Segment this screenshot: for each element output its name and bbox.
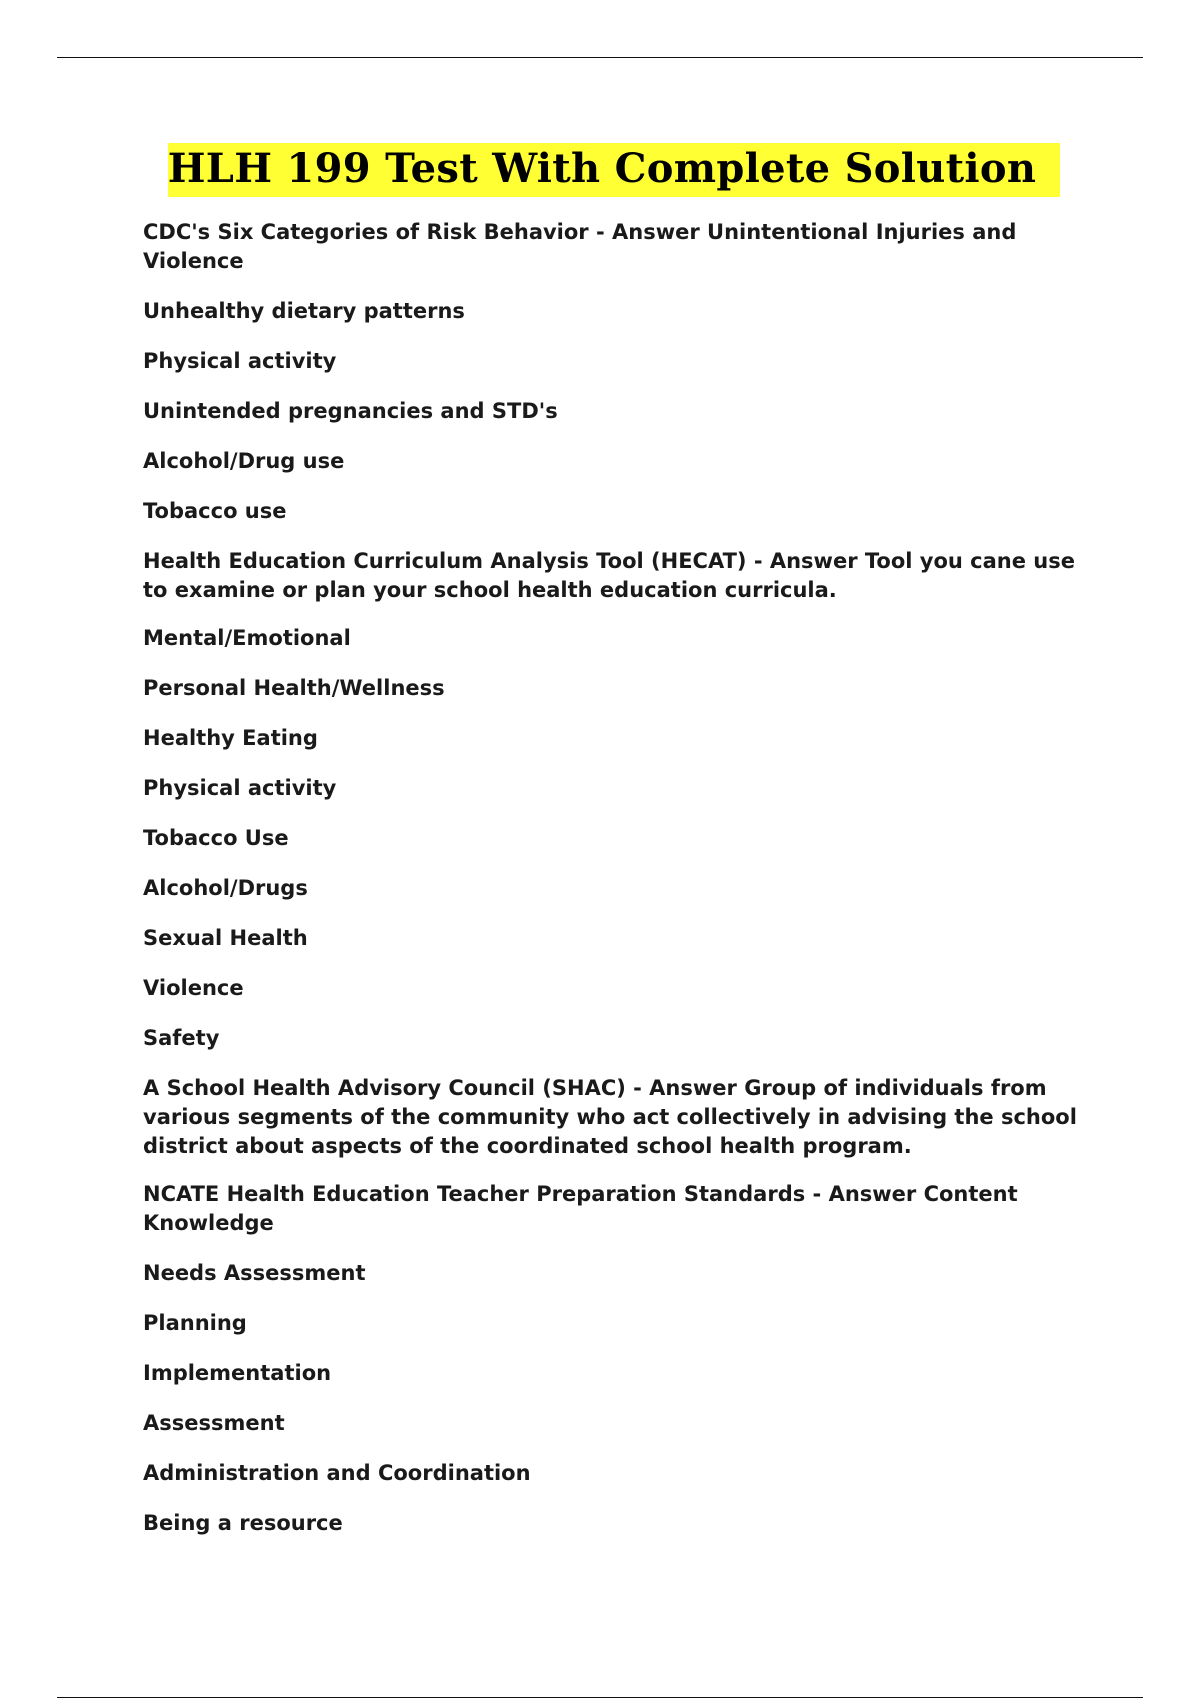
bottom-rule — [57, 1697, 1143, 1698]
text-line: Physical activity — [143, 776, 337, 800]
top-rule — [57, 57, 1143, 58]
text-line: Tobacco Use — [143, 826, 289, 850]
text-line: Sexual Health — [143, 926, 308, 950]
text-line: Alcohol/Drug use — [143, 449, 345, 473]
text-line: Personal Health/Wellness — [143, 676, 445, 700]
title-block — [0, 143, 1200, 197]
text-line: Mental/Emotional — [143, 626, 351, 650]
text-line: Unhealthy dietary patterns — [143, 299, 465, 323]
text-line: Tobacco use — [143, 499, 287, 523]
text-line: Healthy Eating — [143, 726, 318, 750]
text-line: NCATE Health Education Teacher Preparation Standards - Answer Content Knowledge — [143, 1182, 1018, 1235]
text-line: Alcohol/Drugs — [143, 876, 308, 900]
text-line: Assessment — [143, 1411, 285, 1435]
text-line: A School Health Advisory Council (SHAC) - Answer Group of individuals from various segments of the community who act collectively in advising the school district about aspects of the coordinated school health program. — [143, 1076, 1077, 1158]
document-body — [143, 218, 1083, 1559]
text-line: Needs Assessment — [143, 1261, 366, 1285]
text-line: Safety — [143, 1026, 220, 1050]
text-line: Being a resource — [143, 1511, 343, 1535]
text-line: Health Education Curriculum Analysis Tool (HECAT) - Answer Tool you cane use to examine or plan your school health education curricula. — [143, 549, 1075, 602]
text-line: Planning — [143, 1311, 247, 1335]
text-line: Unintended pregnancies and STD's — [143, 399, 558, 423]
text-line: Violence — [143, 976, 244, 1000]
text-line: CDC's Six Categories of Risk Behavior - Answer Unintentional Injuries and Violence — [143, 220, 1017, 273]
text-line: Administration and Coordination — [143, 1461, 531, 1485]
document-title: HLH 199 Test With Complete Solution — [168, 143, 1061, 197]
text-line: Implementation — [143, 1361, 332, 1385]
text-line: Physical activity — [143, 349, 337, 373]
